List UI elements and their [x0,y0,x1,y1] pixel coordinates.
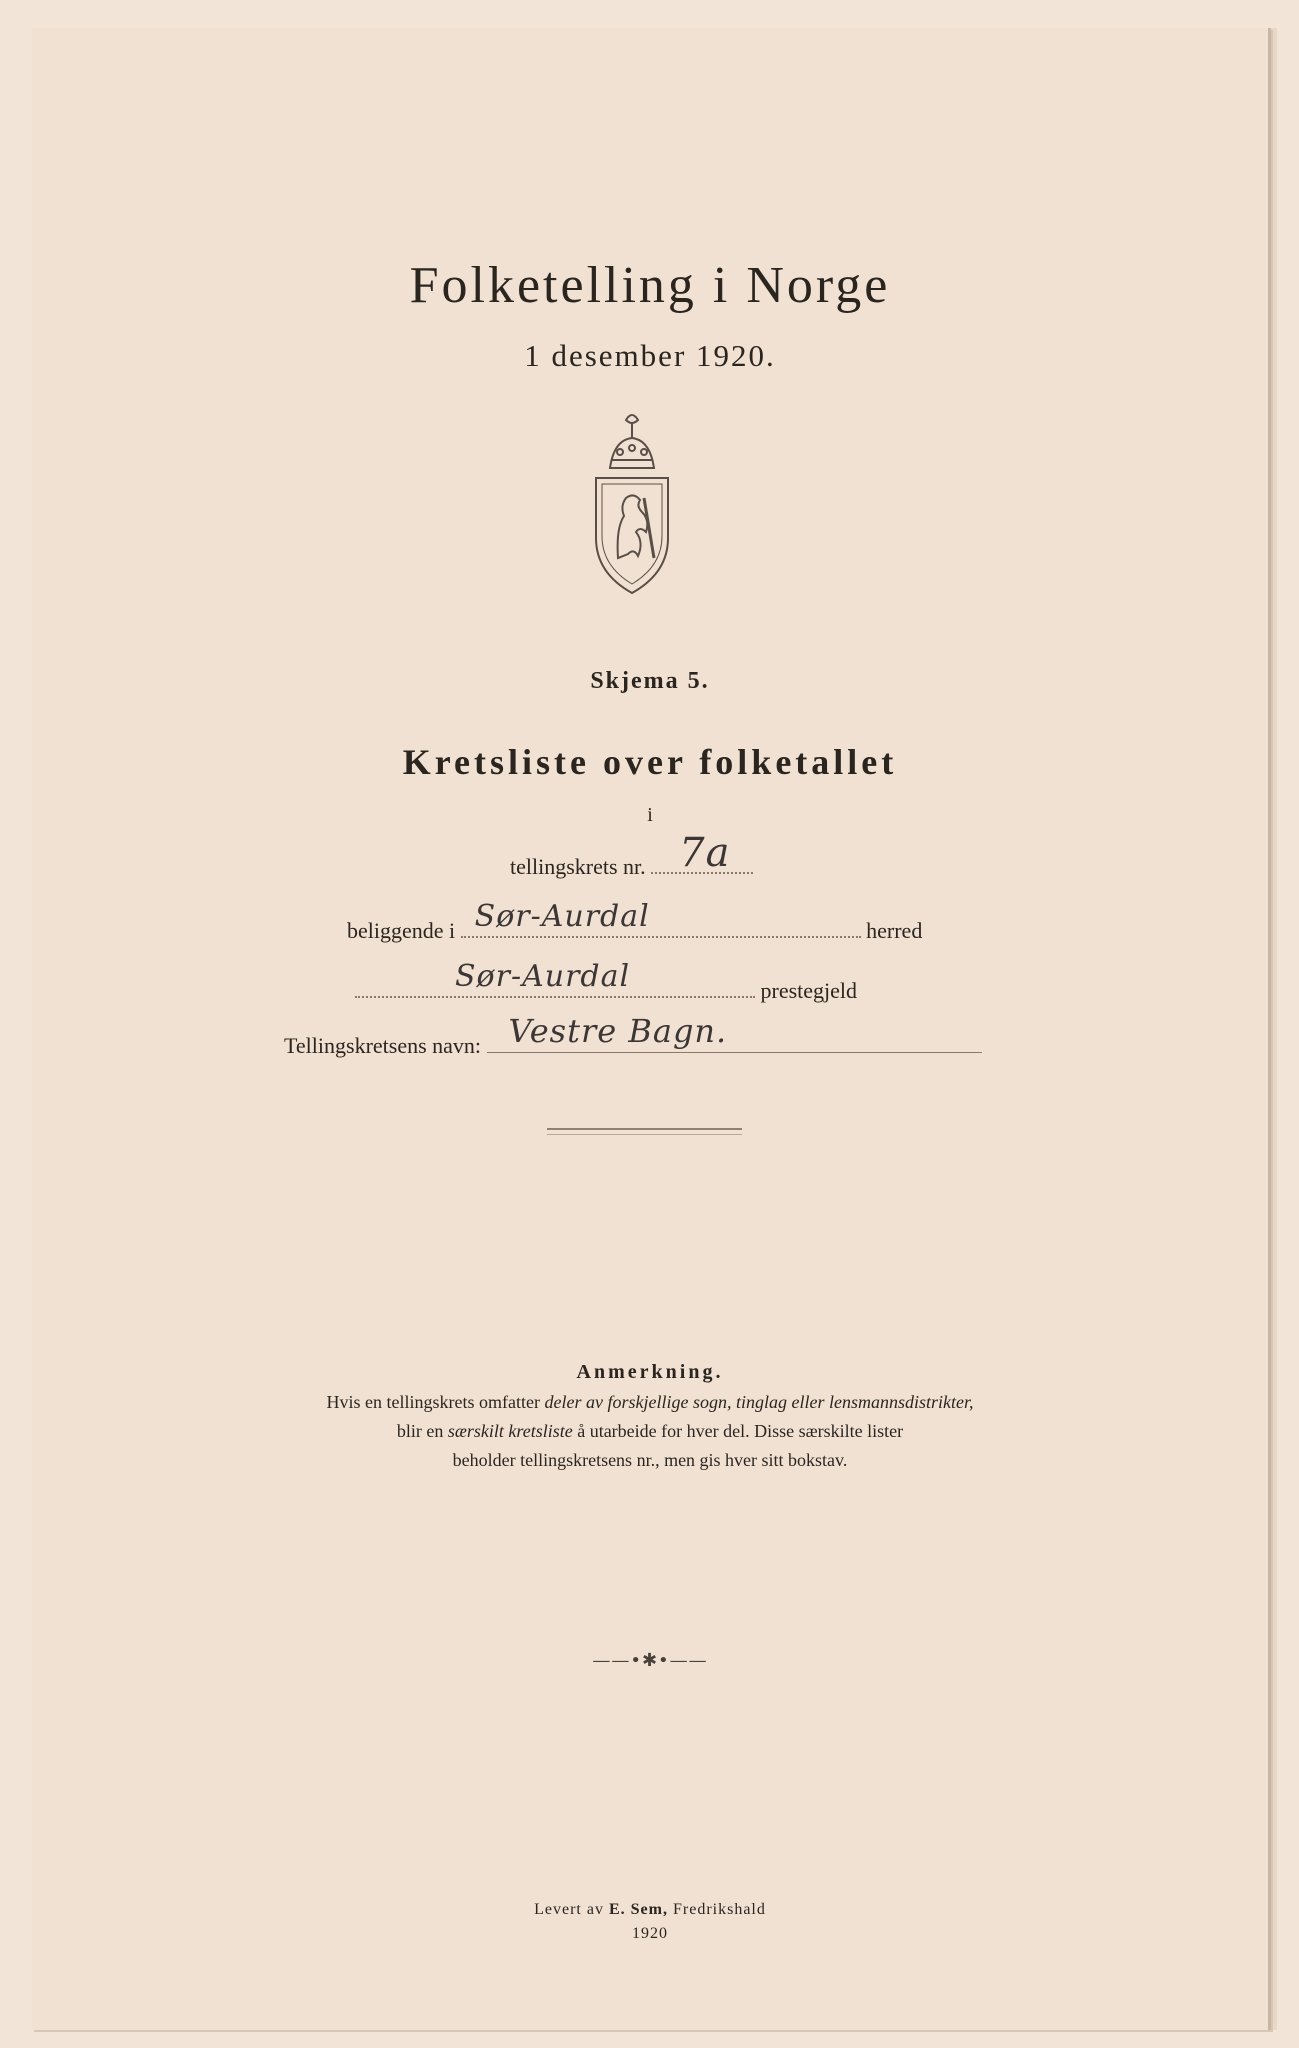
publisher-name: E. Sem, [608,1901,668,1918]
beliggende-label: beliggende i [347,918,456,943]
divider-line-2 [547,1134,742,1135]
remark-line-3: beholder tellingskretsens nr., men gis hver sitt bokstav. [452,1450,848,1470]
connector-word: i [647,804,653,826]
navn-row [284,1012,982,1059]
tellingskrets-field[interactable] [651,830,753,876]
remark-line-2-a: blir en [396,1421,448,1441]
schema-number: Skjema 5. [590,668,710,694]
tellingskrets-label: tellingskrets nr. [510,854,646,879]
remark-text [32,1388,1268,1475]
census-form-page [32,28,1271,2030]
herred-label: herred [866,918,923,943]
remark-line-2 [32,1417,1268,1446]
form-heading: Kretsliste over folketallet [402,742,898,782]
prestegjeld-value: Sør-Aurdal [455,959,631,994]
coat-of-arms-icon [592,408,672,598]
ornament-divider: ——•✱•—— [592,1650,708,1671]
beliggende-field[interactable] [461,899,861,938]
beliggende-row [347,899,923,944]
remark-line-2-c: å utarbeide for hver del. Disse særskilte lister [572,1421,904,1441]
remark-title: Anmerkning. [576,1361,724,1383]
document-title: Folketelling i Norge [409,257,891,314]
prestegjeld-row [355,959,858,1004]
tellingskrets-value: 7a [679,830,731,876]
prestegjeld-field[interactable] [355,959,755,998]
publisher-place: Fredrikshald [667,1901,766,1918]
printer-credit [32,1898,1268,1946]
prestegjeld-label: prestegjeld [760,978,858,1003]
remark-line-2-b: særskilt kretsliste [447,1421,573,1441]
navn-value: Vestre Bagn. [508,1012,728,1050]
document-date: 1 desember 1920. [524,338,776,373]
levert-prefix: Levert av [534,1901,609,1918]
printer-line [32,1898,1268,1922]
tellingskrets-row [510,830,753,880]
navn-field[interactable] [487,1012,982,1053]
navn-label: Tellingskretsens navn: [284,1033,482,1058]
printer-year: 1920 [632,1925,668,1942]
divider-line [547,1128,742,1130]
remark-line-1-a: Hvis en tellingskrets omfatter [326,1392,545,1412]
remark-line-1 [32,1388,1268,1417]
remark-line-1-b: deler av forskjellige sogn, tinglag eller lensmannsdistrikter, [544,1392,974,1412]
beliggende-value: Sør-Aurdal [474,899,650,934]
